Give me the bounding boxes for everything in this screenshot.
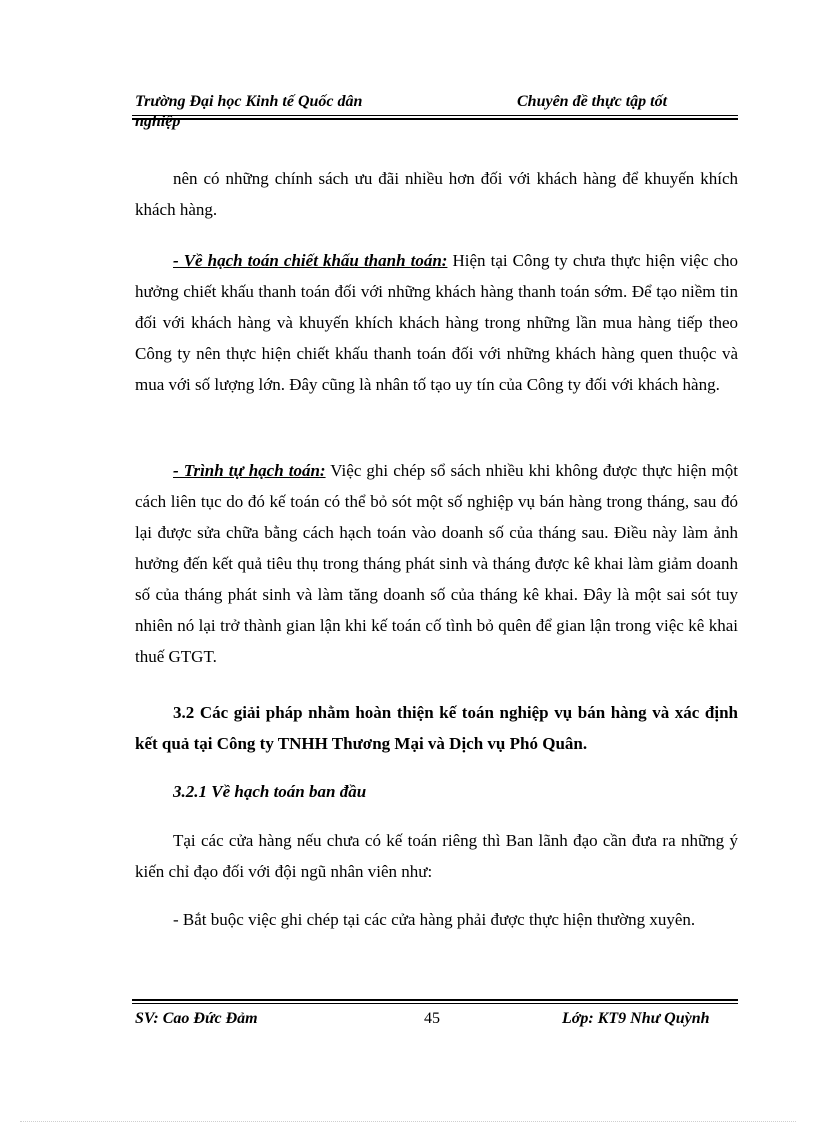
- footer-rule-thin: [132, 1003, 738, 1004]
- header-title-continuation: nghiệp: [135, 113, 181, 130]
- paragraph-4: Tại các cửa hàng nếu chưa có kế toán riêng thì Ban lãnh đạo cần đưa ra những ý kiến chỉ đạo đối với đội ngũ nhân viên như:: [135, 831, 738, 881]
- header-school: Trường Đại học Kinh tế Quốc dân: [135, 93, 363, 110]
- paragraph-2-lead: - Về hạch toán chiết khấu thanh toán:: [173, 251, 448, 270]
- paragraph-5: - Bắt buộc việc ghi chép tại các cửa hàng phải được thực hiện thường xuyên.: [173, 910, 696, 929]
- page-edge-dotted-line: [20, 1121, 796, 1122]
- header-rule-thin: [132, 115, 738, 116]
- header-title: Chuyên đề thực tập tốt: [517, 93, 668, 110]
- footer-rule-thick: [132, 999, 738, 1001]
- paragraph-2-text: Hiện tại Công ty chưa thực hiện việc cho hưởng chiết khấu thanh toán đối với những khách hàng thanh toán sớm. Để tạo niềm tin đối với khách hàng và khuyến khích khách hàng trong những lần mua hàng tiếp theo Công ty nên thực hiện chiết khấu thanh toán đối với những khách hàng quen thuộc và mua với số lượng lớn. Đây cũng là nhân tố tạo uy tín của Công ty đối với khách hàng.: [135, 251, 738, 394]
- page-number: 45: [424, 1010, 440, 1027]
- paragraph-3: [135, 455, 738, 672]
- paragraph-1: nên có những chính sách ưu đãi nhiều hơn đối với khách hàng để khuyến khích khách hàng.: [135, 169, 738, 219]
- header-rule-thick: [132, 118, 738, 120]
- section-heading: 3.2 Các giải pháp nhằm hoàn thiện kế toán nghiệp vụ bán hàng và xác định kết quả tại Công ty TNHH Thương Mại và Dịch vụ Phó Quân.: [135, 703, 738, 753]
- footer-student: SV: Cao Đức Đảm: [135, 1010, 258, 1027]
- paragraph-2: [135, 245, 738, 400]
- subsection-heading: 3.2.1 Về hạch toán ban đầu: [173, 782, 367, 801]
- paragraph-3-text: Việc ghi chép sổ sách nhiều khi không được thực hiện một cách liên tục do đó kế toán có thể bỏ sót một số nghiệp vụ bán hàng trong tháng, sau đó lại được sửa chữa bằng cách hạch toán vào doanh số của tháng sau. Điều này làm ảnh hưởng đến kết quả tiêu thụ trong tháng phát sinh và tháng được kê khai làm giảm doanh số của tháng phát sinh và làm tăng doanh số của tháng kê khai. Đây là một sai sót tuy nhiên nó lại trở thành gian lận khi kế toán cố tình bỏ quên để gian lận trong việc kê khai thuế GTGT.: [135, 461, 738, 666]
- paragraph-3-lead: - Trình tự hạch toán:: [173, 461, 326, 480]
- footer-class: Lớp: KT9 Như Quỳnh: [562, 1010, 710, 1027]
